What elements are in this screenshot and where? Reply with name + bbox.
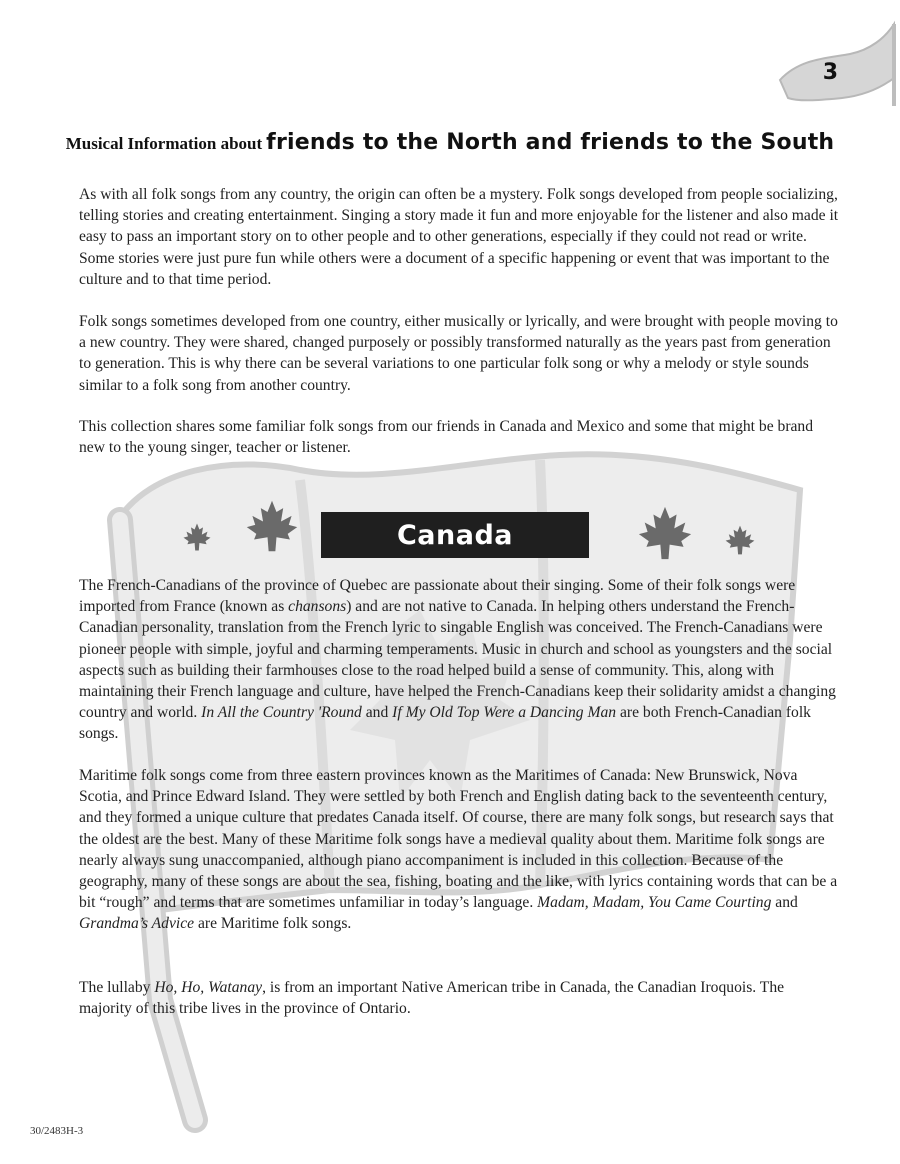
maple-leaf-icon <box>636 504 694 562</box>
italic-term: chansons <box>288 598 347 616</box>
text-run: are Maritime folk songs. <box>194 915 352 933</box>
maple-leaf-icon <box>182 522 212 552</box>
intro-paragraph-3: This collection shares some familiar folk songs from our friends in Canada and Mexico and some that might be brand new to the young singer, teacher or listener. <box>79 418 814 457</box>
text-run: , is from an important Native American tribe in Canada, the Canadian Iroquois. The majority of this tribe lives in the province of Ontario. <box>79 979 785 1018</box>
maple-leaf-icon <box>244 498 300 554</box>
intro-paragraph-2: Folk songs sometimes developed from one country, either musically or lyrically, and were brought with people moving to a new country. They were shared, changed purposely or possibly transformed naturally as the years past from generation to generation. This is why there can be several variations to one particular folk song or why a melody or style sounds similar to a folk song from another country. <box>79 313 838 394</box>
heading-title: friends to the North and friends to the South <box>266 130 835 155</box>
song-title: In All the Country 'Round <box>201 704 362 722</box>
maple-leaf-icon <box>724 524 756 556</box>
canada-paragraph-3 <box>79 977 839 1019</box>
song-title: Madam, Madam, You Came Courting <box>537 894 772 912</box>
intro-paragraph-1: As with all folk songs from any country, the origin can often be a mystery. Folk songs developed from people socializing, telling stories and creating entertainment. Singing a story made it fun and more enjoyable for the listener and also made it easy to pass an important story on to other people and to other generations, especially if they could not read or write. Some stories were just pure fun while others were a document of a specific happening or event that was important to the culture and to that time period. <box>79 186 839 288</box>
footer-catalog-code: 30/2483H-3 <box>30 1125 84 1137</box>
page-heading <box>0 130 900 155</box>
text-run: and <box>361 704 393 722</box>
text-run: are both French-Canadian folk songs. <box>79 704 811 743</box>
heading-prefix: Musical Information about <box>65 134 263 153</box>
page-number: 3 <box>822 60 838 85</box>
canada-paragraph-1 <box>79 575 839 745</box>
song-title: Grandma’s Advice <box>79 915 195 933</box>
canada-paragraph-2 <box>79 765 839 935</box>
song-title: If My Old Top Were a Dancing Man <box>392 704 617 722</box>
text-run: The French-Canadians of the province of Quebec are passionate about their singing. Some of their folk songs were imported from France (known as <box>79 577 796 616</box>
song-title: Ho, Ho, Watanay <box>154 979 263 996</box>
text-run: and <box>771 894 798 912</box>
text-run: ) and are not native to Canada. In helping others understand the French-Canadian personality, translation from the French lyric to singable English was conceived. The French-Canadians were pioneer people with simple, joyful and charming temperaments. Music in church and school as youngsters and the social aspects such as building their farmhouses close to the road helped build a sense of community. This, along with maintaining their French language and culture, have helped the French-Canadians keep their solidarity amidst a changing country and world. <box>79 598 836 722</box>
text-run: The lullaby <box>79 979 155 996</box>
text-run: Maritime folk songs come from three eastern provinces known as the Maritimes of Canada: New Brunswick, Nova Scotia, and Prince Edward Island. They were settled by both French and English dating back to the seventeenth century, and they formed a unique culture that predates Canada itself. Of course, there are many folk songs, but research says that the oldest are the best. Many of these Maritime folk songs have a medieval quality about them. Maritime folk songs are nearly always sung unaccompanied, although piano accompaniment is included in this collection. Because of the geography, many of these songs are about the sea, fishing, boating and the like, with lyrics containing words that can be a bit “rough” and terms that are sometimes unfamiliar in today’s language. <box>79 767 838 912</box>
section-banner-canada: Canada <box>321 512 589 558</box>
